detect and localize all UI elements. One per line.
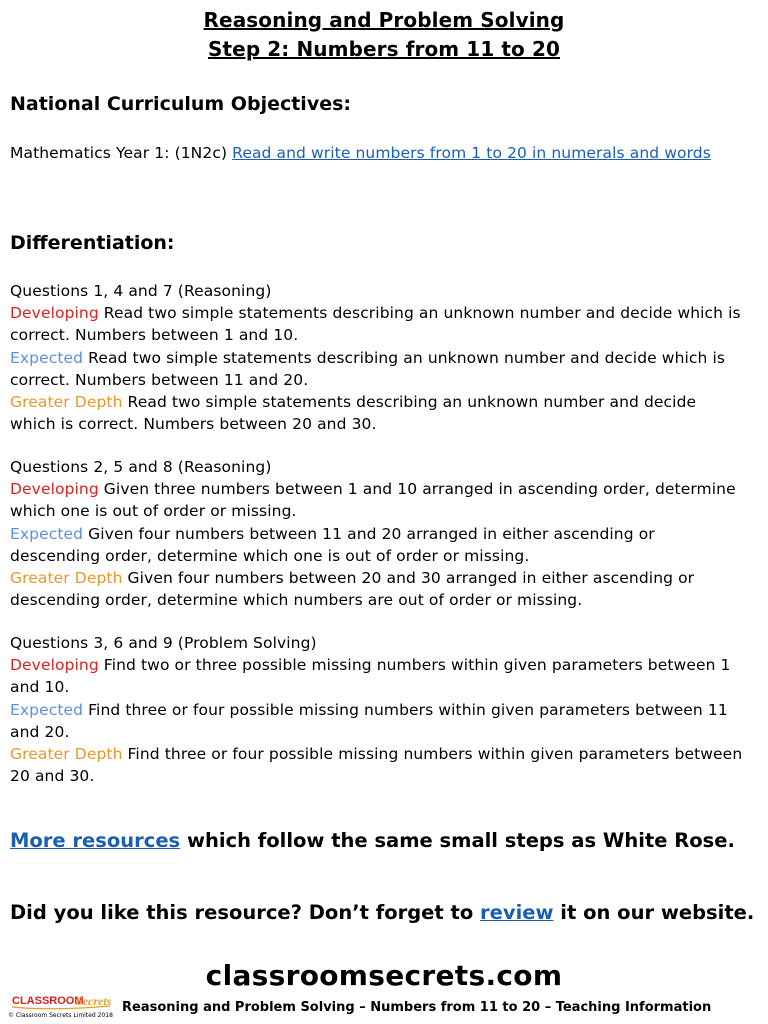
- title-line-2: Step 2: Numbers from 11 to 20: [207, 37, 560, 61]
- footer-site-name: classroomsecrets.com: [205, 959, 563, 992]
- differentiation-heading: Differentiation:: [10, 232, 175, 254]
- expected-label: Expected: [10, 348, 84, 367]
- classroom-secrets-logo: [10, 990, 118, 1012]
- logo-text-script: Secrets: [76, 994, 112, 1008]
- question-group-1: [10, 280, 745, 435]
- more-resources-line: [10, 827, 735, 855]
- page-title: [0, 6, 768, 64]
- review-line: [10, 899, 754, 927]
- expected-entry: [10, 699, 745, 743]
- expected-text: Read two simple statements describing an unknown number and decide which is correct. Numbers between 11 and 20.: [10, 348, 726, 389]
- developing-text: Given three numbers between 1 and 10 arranged in ascending order, determine which one is out of order or missing.: [10, 480, 736, 521]
- question-group-3: [10, 632, 745, 787]
- greater-depth-entry: [10, 391, 745, 435]
- review-prefix: Did you like this resource? Don’t forget to: [10, 901, 481, 924]
- expected-label: Expected: [10, 700, 84, 719]
- developing-label: Developing: [10, 304, 99, 323]
- objectives-heading: National Curriculum Objectives:: [10, 93, 351, 115]
- greater-depth-text: Find three or four possible missing numbers within given parameters between 20 and 30.: [10, 745, 743, 786]
- developing-text: Find two or three possible missing numbers within given parameters between 1 and 10.: [10, 656, 731, 697]
- question-group-2: [10, 456, 745, 611]
- review-suffix: it on our website.: [553, 901, 755, 924]
- greater-depth-text: Given four numbers between 20 and 30 arranged in either ascending or descending order, determine which numbers are out of order or missing.: [10, 569, 695, 610]
- review-link[interactable]: review: [480, 901, 554, 924]
- greater-depth-label: Greater Depth: [10, 393, 123, 412]
- footer-caption: Reasoning and Problem Solving – Numbers from 11 to 20 – Teaching Information: [122, 1000, 712, 1015]
- expected-entry: [10, 347, 745, 391]
- group-title: Questions 1, 4 and 7 (Reasoning): [10, 282, 272, 300]
- greater-depth-label: Greater Depth: [10, 745, 123, 764]
- developing-label: Developing: [10, 656, 99, 675]
- expected-text: Find three or four possible missing numbers within given parameters between 11 and 20.: [10, 700, 728, 741]
- objectives-link[interactable]: Read and write numbers from 1 to 20 in numerals and words: [232, 144, 711, 162]
- more-resources-link[interactable]: More resources: [10, 829, 181, 852]
- developing-text: Read two simple statements describing an unknown number and decide which is correct. Numbers between 1 and 10.: [10, 304, 741, 345]
- group-title: Questions 3, 6 and 9 (Problem Solving): [10, 634, 317, 652]
- logo-text-main: CLASSROOM: [12, 995, 84, 1007]
- greater-depth-entry: [10, 567, 745, 611]
- developing-entry: [10, 654, 745, 698]
- objectives-prefix: Mathematics Year 1: (1N2c): [10, 144, 233, 162]
- developing-entry: [10, 478, 745, 522]
- greater-depth-label: Greater Depth: [10, 569, 123, 588]
- group-title: Questions 2, 5 and 8 (Reasoning): [10, 458, 272, 476]
- developing-label: Developing: [10, 480, 99, 499]
- more-resources-suffix: which follow the same small steps as White Rose.: [180, 829, 735, 852]
- expected-label: Expected: [10, 524, 84, 543]
- developing-entry: [10, 302, 745, 346]
- expected-entry: [10, 523, 745, 567]
- greater-depth-text: Read two simple statements describing an unknown number and decide which is correct. Numbers between 20 and 30.: [10, 393, 697, 434]
- copyright-notice: © Classroom Secrets Limited 2018: [8, 1012, 113, 1019]
- expected-text: Given four numbers between 11 and 20 arranged in either ascending or descending order, determine which one is out of order or missing.: [10, 524, 655, 565]
- title-line-1: Reasoning and Problem Solving: [203, 8, 565, 32]
- greater-depth-entry: [10, 743, 745, 787]
- objectives-text: [10, 142, 745, 164]
